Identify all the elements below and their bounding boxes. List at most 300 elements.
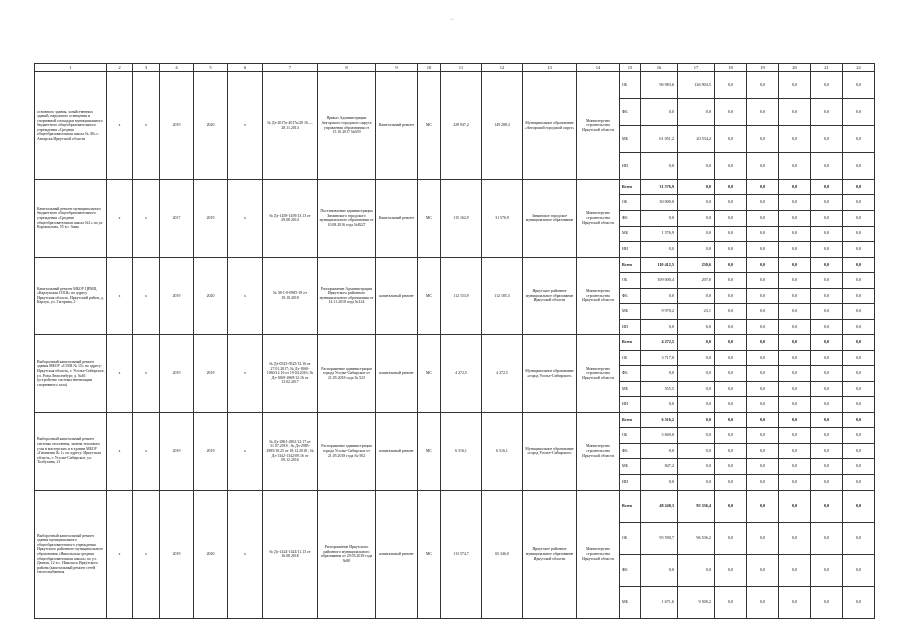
table-body (35, 64, 875, 619)
amount-year: 0,0 (747, 257, 779, 273)
amount-year: 0,0 (811, 381, 843, 397)
amount-v16: 0,0 (641, 242, 678, 258)
funding-source: ФБ (620, 210, 641, 226)
amount-year: 0,0 (747, 126, 779, 153)
column-number: 4 (160, 64, 194, 72)
amount-year: 0,0 (843, 586, 875, 618)
object-c14: Министерство строительства Иркутской области (577, 490, 620, 618)
object-c8: Приказ Администрации Ангарского городского округа управления образования от 15.10.2017 №659 (318, 72, 376, 180)
amount-year: 0,0 (811, 288, 843, 304)
amount-v16: 3 717,0 (641, 350, 678, 366)
object-c9: капитальный ремонт (376, 412, 418, 490)
object-c8: Распоряжение Администрации Иркутского районного муниципального образования от 14.11.2018 года №124 (318, 257, 376, 335)
object-c3: х (133, 490, 160, 618)
amount-year: 0,0 (747, 195, 779, 211)
funding-source: Всего (620, 257, 641, 273)
object-c3: х (133, 257, 160, 335)
amount-year: 0,0 (779, 319, 811, 335)
amount-year: 0,0 (843, 412, 875, 428)
object-c14: Министерство строительства Иркутской области (577, 335, 620, 413)
object-c5: 2019 (194, 179, 228, 257)
amount-year: 0,0 (715, 304, 747, 320)
amount-year: 0,0 (779, 195, 811, 211)
funding-source: ФБ (620, 366, 641, 382)
object-c10: МС (418, 257, 441, 335)
total-row (35, 490, 875, 522)
amount-year: 0,0 (811, 319, 843, 335)
amount-v16: 96 983,6 (641, 72, 678, 99)
amount-v16: 95 590,7 (641, 522, 678, 554)
amount-year: 0,0 (811, 242, 843, 258)
amount-year: 0,0 (747, 428, 779, 444)
amount-year: 0,0 (811, 350, 843, 366)
column-number: 7 (263, 64, 318, 72)
object-c9: Капитальный ремонт (376, 179, 418, 257)
amount-year: 0,0 (747, 273, 779, 289)
amount-year: 0,0 (715, 475, 747, 491)
amount-year: 0,0 (779, 475, 811, 491)
amount-year: 0,0 (747, 99, 779, 126)
amount-year: 0,0 (747, 475, 779, 491)
amount-v17: 207,0 (678, 273, 715, 289)
column-number: 2 (107, 64, 133, 72)
amount-year: 0,0 (779, 412, 811, 428)
amount-year: 0,0 (779, 459, 811, 475)
object-c10: МС (418, 179, 441, 257)
amount-v17: 0,0 (678, 319, 715, 335)
amount-year: 0,0 (715, 586, 747, 618)
amount-year: 0,0 (715, 350, 747, 366)
funding-source: ИИ (620, 242, 641, 258)
amount-year: 0,0 (779, 335, 811, 351)
amount-year: 0,0 (747, 490, 779, 522)
amount-v16: 5 669,0 (641, 428, 678, 444)
funding-source: МБ (620, 126, 641, 153)
amount-v17: 96 536,2 (678, 522, 715, 554)
amount-year: 0,0 (747, 397, 779, 413)
amount-v17: 0,0 (678, 443, 715, 459)
amount-v17: 0,0 (678, 153, 715, 180)
amount-year: 0,0 (747, 242, 779, 258)
object-c6: х (228, 490, 263, 618)
amount-year: 0,0 (811, 475, 843, 491)
amount-year: 0,0 (715, 226, 747, 242)
object-c14: Министерство строительства Иркутской области (577, 412, 620, 490)
object-c9: Капитальный ремонт (376, 72, 418, 180)
column-number: 12 (482, 64, 523, 72)
amount-year: 0,0 (779, 72, 811, 99)
amount-year: 0,0 (779, 366, 811, 382)
object-c14: Министерство строительства Иркутской области (577, 179, 620, 257)
amount-year: 0,0 (811, 99, 843, 126)
object-c2: х (107, 335, 133, 413)
column-number: 20 (779, 64, 811, 72)
object-c9: капитальный ремонт (376, 335, 418, 413)
object-c4: 2019 (160, 257, 194, 335)
column-number: 3 (133, 64, 160, 72)
amount-year: 0,0 (843, 195, 875, 211)
amount-year: 0,0 (715, 366, 747, 382)
column-number: 6 (228, 64, 263, 72)
amount-v16: 109 000,4 (641, 273, 678, 289)
amount-year: 0,0 (779, 381, 811, 397)
object-c9: капитальный ремонт (376, 490, 418, 618)
amount-year: 0,0 (747, 319, 779, 335)
column-number: 13 (523, 64, 577, 72)
amount-v17: 23,1 (678, 304, 715, 320)
funding-source: МБ (620, 586, 641, 618)
funding-source: ИИ (620, 397, 641, 413)
object-c6: х (228, 72, 263, 180)
amount-year: 0,0 (843, 522, 875, 554)
column-number: 22 (843, 64, 875, 72)
object-c7: № Дз-1424-1424/11.13 от 16.08.2018 (263, 490, 318, 618)
funding-source: ОБ (620, 350, 641, 366)
amount-year: 0,0 (843, 99, 875, 126)
amount-year: 0,0 (715, 257, 747, 273)
amount-year: 0,0 (779, 443, 811, 459)
amount-year: 0,0 (811, 397, 843, 413)
amount-year: 0,0 (811, 443, 843, 459)
amount-year: 0,0 (715, 153, 747, 180)
amount-year: 0,0 (747, 366, 779, 382)
amount-v17: 20 534,2 (678, 126, 715, 153)
object-c12: 6 516,1 (482, 412, 523, 490)
amount-v17: 9 500,2 (678, 586, 715, 618)
amount-year: 0,0 (843, 226, 875, 242)
object-c7: № Дз-1458-1459/13.13 от 29.08.2014 (263, 179, 318, 257)
amount-year: 0,0 (715, 319, 747, 335)
amount-year: 0,0 (779, 490, 811, 522)
amount-year: 0,0 (843, 459, 875, 475)
amount-v17: 126 904,5 (678, 72, 715, 99)
amount-v16: 0,0 (641, 443, 678, 459)
object-c14: Министерство строительства Иркутской области (577, 72, 620, 180)
amount-year: 0,0 (747, 226, 779, 242)
object-c3: х (133, 335, 160, 413)
amount-year: 0,0 (715, 397, 747, 413)
amount-year: 0,0 (747, 288, 779, 304)
amount-year: 0,0 (843, 319, 875, 335)
funding-source: ОБ (620, 428, 641, 444)
amount-year: 0,0 (779, 428, 811, 444)
object-c10: МС (418, 335, 441, 413)
amount-year: 0,0 (779, 273, 811, 289)
object-c13: Зиминское городское муниципальное образование (523, 179, 577, 257)
amount-year: 0,0 (843, 490, 875, 522)
amount-v17: 0,0 (678, 242, 715, 258)
amount-year: 0,0 (779, 586, 811, 618)
object-c6: х (228, 412, 263, 490)
amount-year: 0,0 (747, 459, 779, 475)
amount-v16: 1 576,9 (641, 226, 678, 242)
object-c2: х (107, 179, 133, 257)
total-row (35, 257, 875, 273)
amount-year: 0,0 (715, 210, 747, 226)
amount-year: 0,0 (715, 443, 747, 459)
object-c13: Муниципальное образование «Ангарский городской округ» (523, 72, 577, 180)
total-row (35, 335, 875, 351)
column-number: 9 (376, 64, 418, 72)
amount-v17: 0,0 (678, 195, 715, 211)
object-c7: № Дз-2017к-2017к/20 16 — 28.11.2014 (263, 72, 318, 180)
amount-year: 0,0 (779, 554, 811, 586)
column-number-row (35, 64, 875, 72)
object-c13: Муниципальное образование «город Усолье-Сибирское» (523, 335, 577, 413)
amount-year: 0,0 (779, 397, 811, 413)
amount-year: 0,0 (715, 99, 747, 126)
page-mark: ·· (450, 17, 454, 23)
amount-year: 0,0 (747, 586, 779, 618)
total-row (35, 179, 875, 195)
amount-v17: 0,0 (678, 475, 715, 491)
object-c13: Иркутское районное муниципальное образование Иркутской области (523, 490, 577, 618)
amount-year: 0,0 (715, 428, 747, 444)
object-c12: 112 185,3 (482, 257, 523, 335)
funding-source: Всего (620, 179, 641, 195)
amount-year: 0,0 (811, 179, 843, 195)
amount-year: 0,0 (843, 350, 875, 366)
object-c7: № Дз-0525-0525/12.16 от 27.01.2017; № Дз-1060-1060/12.16 от 19.04.2016; № Дз-1069-1069/12.16 от 13.02.2017 (263, 335, 318, 413)
object-c11: 6 516,1 (441, 412, 482, 490)
amount-year: 0,0 (843, 288, 875, 304)
amount-year: 0,0 (747, 210, 779, 226)
amount-v17: 230,6 (678, 257, 715, 273)
column-number: 10 (418, 64, 441, 72)
object-c5: 2019 (194, 335, 228, 413)
amount-year: 0,0 (811, 554, 843, 586)
amount-year: 0,0 (811, 210, 843, 226)
amount-v17: 0,0 (678, 350, 715, 366)
object-c8: Постановление администрации Зиминского городского муниципального образования от 10.08.2016 года №8227 (318, 179, 376, 257)
amount-year: 0,0 (747, 304, 779, 320)
object-c12: 149 288,3 (482, 72, 523, 180)
amount-v16: 0,0 (641, 210, 678, 226)
column-number: 21 (811, 64, 843, 72)
object-c2: х (107, 412, 133, 490)
object-c3: х (133, 179, 160, 257)
object-c6: х (228, 257, 263, 335)
amount-year: 0,0 (843, 72, 875, 99)
amount-v16: 555,5 (641, 381, 678, 397)
object-c13: Муниципальное образование «город Усолье-Сибирское» (523, 412, 577, 490)
object-c7: № Дз-2861-2861/12.17 от 31.07.2018 ; № Дз-2985-2985/10.25 от 18.12.2018 ; № Дз-1342-1342/09.16 от 09.12.2016 (263, 412, 318, 490)
column-number: 11 (441, 64, 482, 72)
amount-year: 0,0 (811, 257, 843, 273)
amount-year: 0,0 (779, 257, 811, 273)
column-number: 1 (35, 64, 107, 72)
amount-v17: 0,0 (678, 226, 715, 242)
amount-year: 0,0 (843, 273, 875, 289)
amount-v17: 0,0 (678, 397, 715, 413)
amount-year: 0,0 (779, 99, 811, 126)
object-c5: 2020 (194, 490, 228, 618)
object-c14: Министерство строительства Иркутской области (577, 257, 620, 335)
amount-year: 0,0 (779, 126, 811, 153)
amount-year: 0,0 (843, 153, 875, 180)
funding-source: ИИ (620, 475, 641, 491)
funding-source: ФБ (620, 99, 641, 126)
amount-v17: 0,0 (678, 428, 715, 444)
amount-year: 0,0 (811, 522, 843, 554)
funding-source: ИИ (620, 319, 641, 335)
amount-year: 0,0 (747, 153, 779, 180)
amount-v16: 0,0 (641, 288, 678, 304)
amount-year: 0,0 (811, 586, 843, 618)
amount-v17: 0,0 (678, 99, 715, 126)
object-name: Выборочный капитальный ремонт здания МБОУ «СОШ № 15» по адресу: Иркутская область, г. Усолье-Сибирское, ул. Розы Люксембург, д. №46 (устройство системы вентиляции спортивного зала) (35, 335, 107, 413)
amount-year: 0,0 (715, 126, 747, 153)
amount-v17: 95 336,4 (678, 490, 715, 522)
amount-year: 0,0 (811, 304, 843, 320)
object-c11: 4 272,5 (441, 335, 482, 413)
object-name: Капитальный ремонт МБОУ ЦРМЦ «Карлукская СОШ» по адресу Иркутская область, Иркутский район, д. Карлук, ул. Гагарина, 2 (35, 257, 107, 335)
amount-v17: 0,0 (678, 381, 715, 397)
object-name: основного здания, хозяйственных зданий, наружного освещения и спортивной площадки муниципального бюджетного общеобразовательного учреждения «Средняя общеобразовательная школа № 38» г. Ангарска Иркутской области (35, 72, 107, 180)
amount-year: 0,0 (811, 490, 843, 522)
amount-year: 0,0 (779, 153, 811, 180)
funding-source: Всего (620, 412, 641, 428)
funding-source: Всего (620, 490, 641, 522)
amount-year: 0,0 (715, 273, 747, 289)
amount-v17: 0,0 (678, 366, 715, 382)
amount-year: 0,0 (747, 381, 779, 397)
funding-source: ОБ (620, 522, 641, 554)
amount-year: 0,0 (843, 428, 875, 444)
amount-v17: 0,0 (678, 288, 715, 304)
amount-v16: 0,0 (641, 99, 678, 126)
amount-year: 0,0 (811, 273, 843, 289)
amount-year: 0,0 (779, 226, 811, 242)
object-name: Выборочный капитальный ремонт здания муниципального общеобразовательного учреждения Иркутского районного муниципального образования «Никольская средняя общеобразовательная школа» по ул. Дачная, 12 в с. Никольск Иркутского района (капитальный ремонт сетей теплоснабжения (35, 490, 107, 618)
object-c2: х (107, 257, 133, 335)
amount-v16: 0,0 (641, 554, 678, 586)
amount-year: 0,0 (747, 522, 779, 554)
object-c8: Распоряжение администрации города Усолье-Сибирское от 21.05.2018 года №-502 (318, 412, 376, 490)
total-row (35, 412, 875, 428)
object-c10: МС (418, 490, 441, 618)
amount-year: 0,0 (747, 335, 779, 351)
object-c4: 2019 (160, 72, 194, 180)
amount-year: 0,0 (843, 443, 875, 459)
funding-source: МБ (620, 304, 641, 320)
amount-v17: 0,0 (678, 210, 715, 226)
amount-year: 0,0 (715, 288, 747, 304)
amount-year: 0,0 (811, 335, 843, 351)
amount-year: 0,0 (843, 242, 875, 258)
column-number: 16 (641, 64, 678, 72)
amount-year: 0,0 (715, 522, 747, 554)
amount-year: 0,0 (747, 72, 779, 99)
column-number: 15 (620, 64, 641, 72)
amount-v16: 0,0 (641, 366, 678, 382)
funding-row (35, 72, 875, 99)
object-c8: Распоряжение Иркутского районного муниципального образования от 29.05.2018 года №80 (318, 490, 376, 618)
amount-year: 0,0 (779, 210, 811, 226)
amount-year: 0,0 (747, 554, 779, 586)
object-c12: 65 346,0 (482, 490, 523, 618)
amount-v16: 31 576,9 (641, 179, 678, 195)
amount-v17: 0,0 (678, 554, 715, 586)
amount-v16: 110 412,5 (641, 257, 678, 273)
amount-year: 0,0 (715, 335, 747, 351)
amount-v16: 847,2 (641, 459, 678, 475)
amount-year: 0,0 (715, 459, 747, 475)
amount-year: 0,0 (779, 179, 811, 195)
funding-source: МБ (620, 381, 641, 397)
amount-year: 0,0 (715, 195, 747, 211)
amount-year: 0,0 (811, 428, 843, 444)
amount-year: 0,0 (747, 412, 779, 428)
column-number: 5 (194, 64, 228, 72)
amount-year: 0,0 (715, 554, 747, 586)
amount-v16: 61 051,2 (641, 126, 678, 153)
object-c5: 2019 (194, 412, 228, 490)
object-c11: 113 574,7 (441, 490, 482, 618)
object-c11: 112 153,9 (441, 257, 482, 335)
object-c3: х (133, 412, 160, 490)
amount-year: 0,0 (779, 242, 811, 258)
amount-year: 0,0 (747, 350, 779, 366)
amount-v17: 0,0 (678, 412, 715, 428)
amount-v16: 6 516,2 (641, 412, 678, 428)
amount-v16: 4 272,5 (641, 335, 678, 351)
object-c5: 2020 (194, 72, 228, 180)
object-c4: 2019 (160, 412, 194, 490)
funding-source: ФБ (620, 288, 641, 304)
object-c8: Распоряжение администрации города Усолье-Сибирское от 21.05.2018 года № 523 (318, 335, 376, 413)
amount-v16: 48 240,3 (641, 490, 678, 522)
column-number: 19 (747, 64, 779, 72)
amount-year: 0,0 (811, 126, 843, 153)
object-c7: № 38-1-0-0985-18 от 19.10.2018 (263, 257, 318, 335)
object-c2: х (107, 72, 133, 180)
amount-year: 0,0 (843, 210, 875, 226)
object-c13: Иркутское районное муниципальное образование Иркутской области (523, 257, 577, 335)
amount-year: 0,0 (715, 242, 747, 258)
amount-year: 0,0 (843, 304, 875, 320)
object-c4: 2019 (160, 335, 194, 413)
amount-v17: 0,0 (678, 335, 715, 351)
object-c2: х (107, 490, 133, 618)
column-number: 17 (678, 64, 715, 72)
object-c10: МС (418, 412, 441, 490)
funding-source: ФБ (620, 554, 641, 586)
amount-year: 0,0 (715, 412, 747, 428)
object-c12: 4 272,5 (482, 335, 523, 413)
amount-year: 0,0 (843, 475, 875, 491)
amount-year: 0,0 (715, 490, 747, 522)
program-table (34, 63, 875, 619)
amount-v16: 0,0 (641, 475, 678, 491)
object-c11: 115 162,9 (441, 179, 482, 257)
amount-year: 0,0 (843, 554, 875, 586)
amount-year: 0,0 (811, 459, 843, 475)
amount-year: 0,0 (715, 72, 747, 99)
amount-v17: 0,0 (678, 459, 715, 475)
amount-year: 0,0 (779, 288, 811, 304)
amount-year: 0,0 (747, 179, 779, 195)
amount-year: 0,0 (843, 257, 875, 273)
object-c9: капитальный ремонт (376, 257, 418, 335)
funding-source: ОБ (620, 195, 641, 211)
funding-source: ОБ (620, 72, 641, 99)
amount-year: 0,0 (715, 179, 747, 195)
funding-source: МБ (620, 459, 641, 475)
funding-source: Всего (620, 335, 641, 351)
amount-v16: 0,0 (641, 397, 678, 413)
amount-v16: 1 671,6 (641, 586, 678, 618)
